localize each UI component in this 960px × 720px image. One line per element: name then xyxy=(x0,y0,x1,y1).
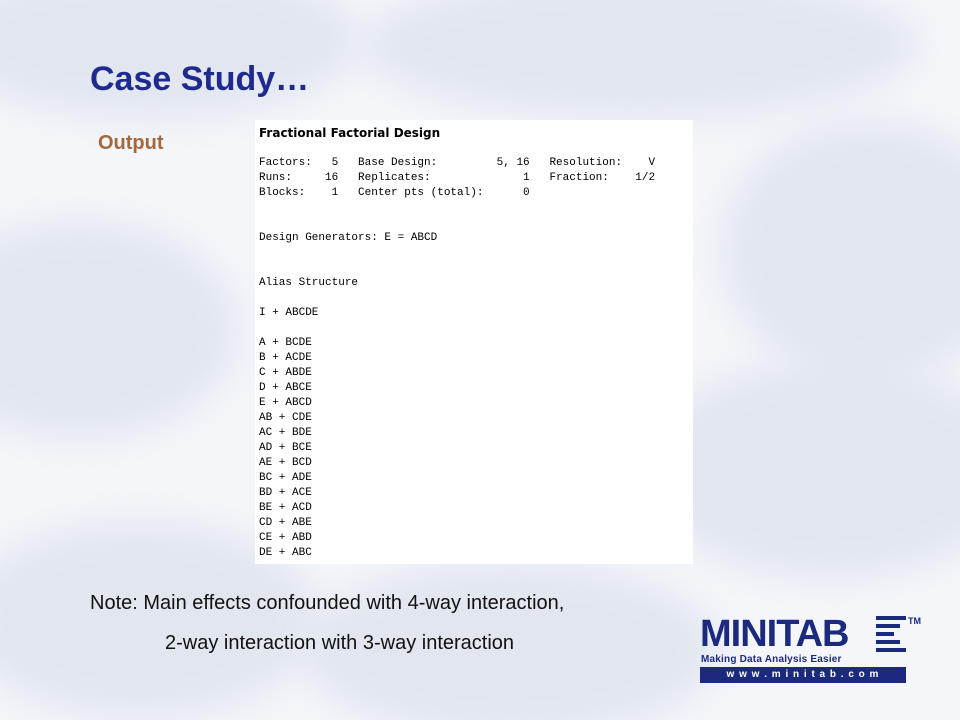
alias-line: C + ABDE xyxy=(259,367,312,379)
alias-line: AB + CDE xyxy=(259,412,312,424)
alias-line: CE + ABD xyxy=(259,532,312,544)
logo-wordmark: MINITAB xyxy=(700,613,849,655)
summary-line: Factors: 5 Base Design: 5, 16 Resolution: V xyxy=(259,157,656,169)
alias-line: D + ABCE xyxy=(259,382,312,394)
alias-line: BC + ADE xyxy=(259,472,312,484)
alias-line: B + ACDE xyxy=(259,352,312,364)
alias-line: DE + ABC xyxy=(259,547,312,559)
slide-title: Case Study… xyxy=(90,60,310,98)
alias-line: CD + ABE xyxy=(259,517,312,529)
alias-line: AE + BCD xyxy=(259,457,312,469)
minitab-output-panel xyxy=(255,120,693,564)
output-heading: Fractional Factorial Design xyxy=(259,126,441,140)
minitab-logo xyxy=(700,614,926,686)
alias-heading: Alias Structure xyxy=(259,277,359,289)
logo-trademark: TM xyxy=(908,616,921,626)
alias-line: BE + ACD xyxy=(259,502,312,514)
logo-tagline: Making Data Analysis Easier xyxy=(701,654,842,665)
section-label: Output xyxy=(98,132,164,154)
summary-line: Runs: 16 Replicates: 1 Fraction: 1/2 xyxy=(259,172,656,184)
alias-identity: I + ABCDE xyxy=(259,307,319,319)
design-generators: Design Generators: E = ABCD xyxy=(259,232,438,244)
alias-line: AC + BDE xyxy=(259,427,312,439)
logo-arrow-icon xyxy=(876,616,906,652)
alias-line: BD + ACE xyxy=(259,487,312,499)
note-line-1: Note: Main effects confounded with 4-way interaction, xyxy=(90,592,565,614)
logo-url: w w w . m i n i t a b . c o m xyxy=(700,667,906,683)
alias-line: AD + BCE xyxy=(259,442,312,454)
note-line-2: 2-way interaction with 3-way interaction xyxy=(165,632,515,654)
summary-line: Blocks: 1 Center pts (total): 0 xyxy=(259,187,530,199)
alias-line: A + BCDE xyxy=(259,337,312,349)
alias-line: E + ABCD xyxy=(259,397,312,409)
